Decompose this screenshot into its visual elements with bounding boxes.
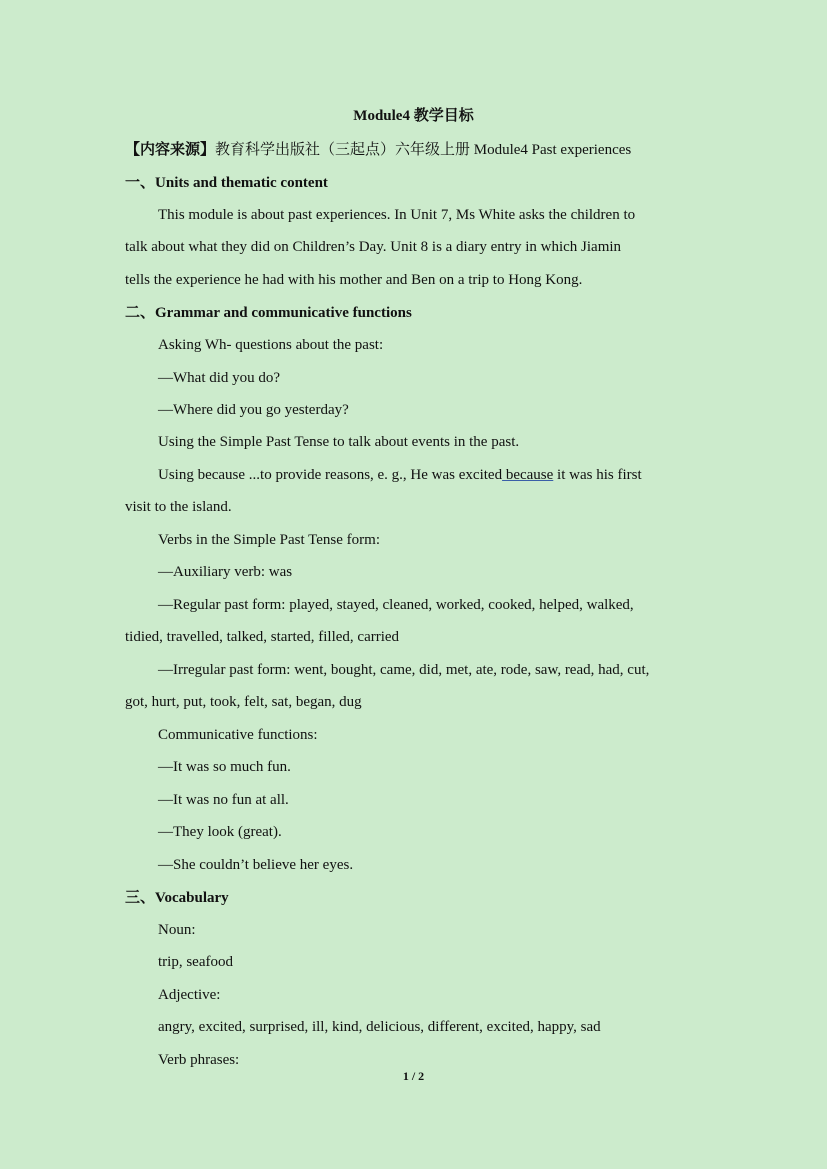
section-number: 一、	[125, 175, 156, 191]
paragraph-line: Noun:	[158, 922, 196, 938]
paragraph-line: talk about what they did on Children’s Day. Unit 8 is a diary entry in which Jiamin	[125, 239, 622, 255]
paragraph-line: This module is about past experiences. In Unit 7, Ms White asks the children to	[158, 207, 636, 223]
section-title: Grammar and communicative functions	[155, 305, 412, 321]
paragraph-line: Using the Simple Past Tense to talk about events in the past.	[158, 434, 520, 450]
paragraph-line: visit to the island.	[125, 499, 232, 515]
paragraph-line	[158, 465, 718, 485]
paragraph-line: Verb phrases:	[158, 1052, 240, 1068]
paragraph-line: angry, excited, surprised, ill, kind, delicious, different, excited, happy, sad	[158, 1019, 601, 1035]
source-label: 【内容来源】	[125, 142, 216, 158]
text-span: Using because ...to provide reasons, e. g., He was excited	[158, 467, 503, 483]
section-number: 三、	[125, 890, 156, 906]
paragraph-line: —They look (great).	[158, 824, 282, 840]
section-heading-3	[125, 888, 715, 908]
paragraph-line: Asking Wh- questions about the past:	[158, 337, 384, 353]
section-heading-2	[125, 303, 715, 323]
source-text: 教育科学出版社（三起点）六年级上册 Module4 Past experiences	[215, 142, 632, 158]
paragraph-line: —Auxiliary verb: was	[158, 564, 293, 580]
paragraph-line: tidied, travelled, talked, started, filled, carried	[125, 629, 400, 645]
paragraph-line: Verbs in the Simple Past Tense form:	[158, 532, 380, 548]
paragraph-line: —Regular past form: played, stayed, cleaned, worked, cooked, helped, walked,	[158, 597, 634, 613]
paragraph-line: —What did you do?	[158, 370, 281, 386]
paragraph-line: trip, seafood	[158, 954, 233, 970]
page-number: 1 / 2	[402, 1069, 425, 1083]
paragraph-line: Adjective:	[158, 987, 221, 1003]
underlined-word: because	[502, 467, 554, 483]
paragraph-line: —It was no fun at all.	[158, 792, 289, 808]
section-heading-1	[125, 173, 715, 193]
paragraph-line: —It was so much fun.	[158, 759, 291, 775]
source-line	[125, 140, 715, 160]
paragraph-line: —Where did you go yesterday?	[158, 402, 349, 418]
paragraph-line: tells the experience he had with his mother and Ben on a trip to Hong Kong.	[125, 272, 583, 288]
paragraph-line: —She couldn’t believe her eyes.	[158, 857, 354, 873]
page-title: Module4 教学目标	[353, 108, 474, 124]
text-span: it was his first	[553, 467, 642, 483]
section-title: Vocabulary	[155, 890, 229, 906]
paragraph-line: —Irregular past form: went, bought, came, did, met, ate, rode, saw, read, had, cut,	[158, 662, 650, 678]
paragraph-line: Communicative functions:	[158, 727, 318, 743]
paragraph-line: got, hurt, put, took, felt, sat, began, dug	[125, 694, 362, 710]
section-number: 二、	[125, 305, 156, 321]
section-title: Units and thematic content	[155, 175, 328, 191]
